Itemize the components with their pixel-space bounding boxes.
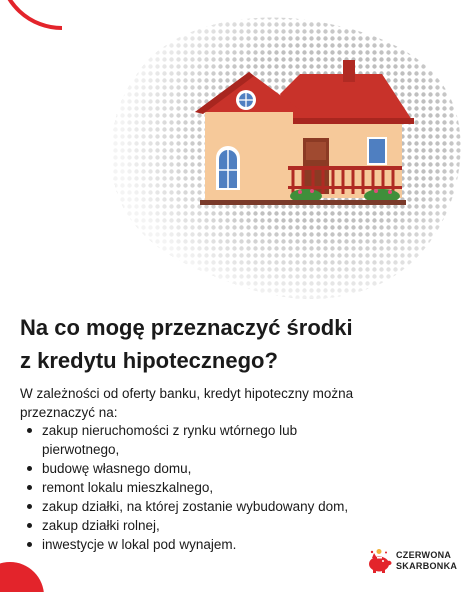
page-title-line-1: Na co mogę przeznaczyć środki (20, 315, 353, 340)
list-item-text: zakup nieruchomości z rynku wtórnego lub (42, 423, 298, 438)
purpose-list (20, 421, 440, 554)
brand-name (396, 550, 457, 572)
intro-paragraph (20, 384, 440, 422)
list-item-text: remont lokalu mieszkalnego, (42, 480, 214, 495)
list-item (20, 421, 440, 459)
list-item (20, 478, 440, 497)
brand-name-line-2: SKARBONKA (396, 561, 458, 571)
list-item-text-continued: pierwotnego, (42, 442, 120, 457)
corner-arc-bottom (0, 552, 48, 592)
list-item (20, 516, 440, 535)
intro-line-2: przeznaczyć na: (20, 405, 118, 420)
list-item-text: zakup działki rolnej, (42, 518, 160, 533)
brand-name-line-1: CZERWONA (396, 550, 452, 560)
list-item (20, 497, 440, 516)
piggy-bank-icon (366, 548, 392, 574)
list-item-text: budowę własnego domu, (42, 461, 192, 476)
intro-line-1: W zależności od oferty banku, kredyt hipoteczny można (20, 386, 354, 401)
page-title-line-2: z kredytu hipotecznego? (20, 348, 278, 373)
list-item (20, 459, 440, 478)
list-item-text: inwestycje w lokal pod wynajem. (42, 537, 237, 552)
brand-logo (366, 548, 457, 574)
list-item-text: zakup działki, na której zostanie wybudowany dom, (42, 499, 349, 514)
page-title (20, 311, 460, 377)
